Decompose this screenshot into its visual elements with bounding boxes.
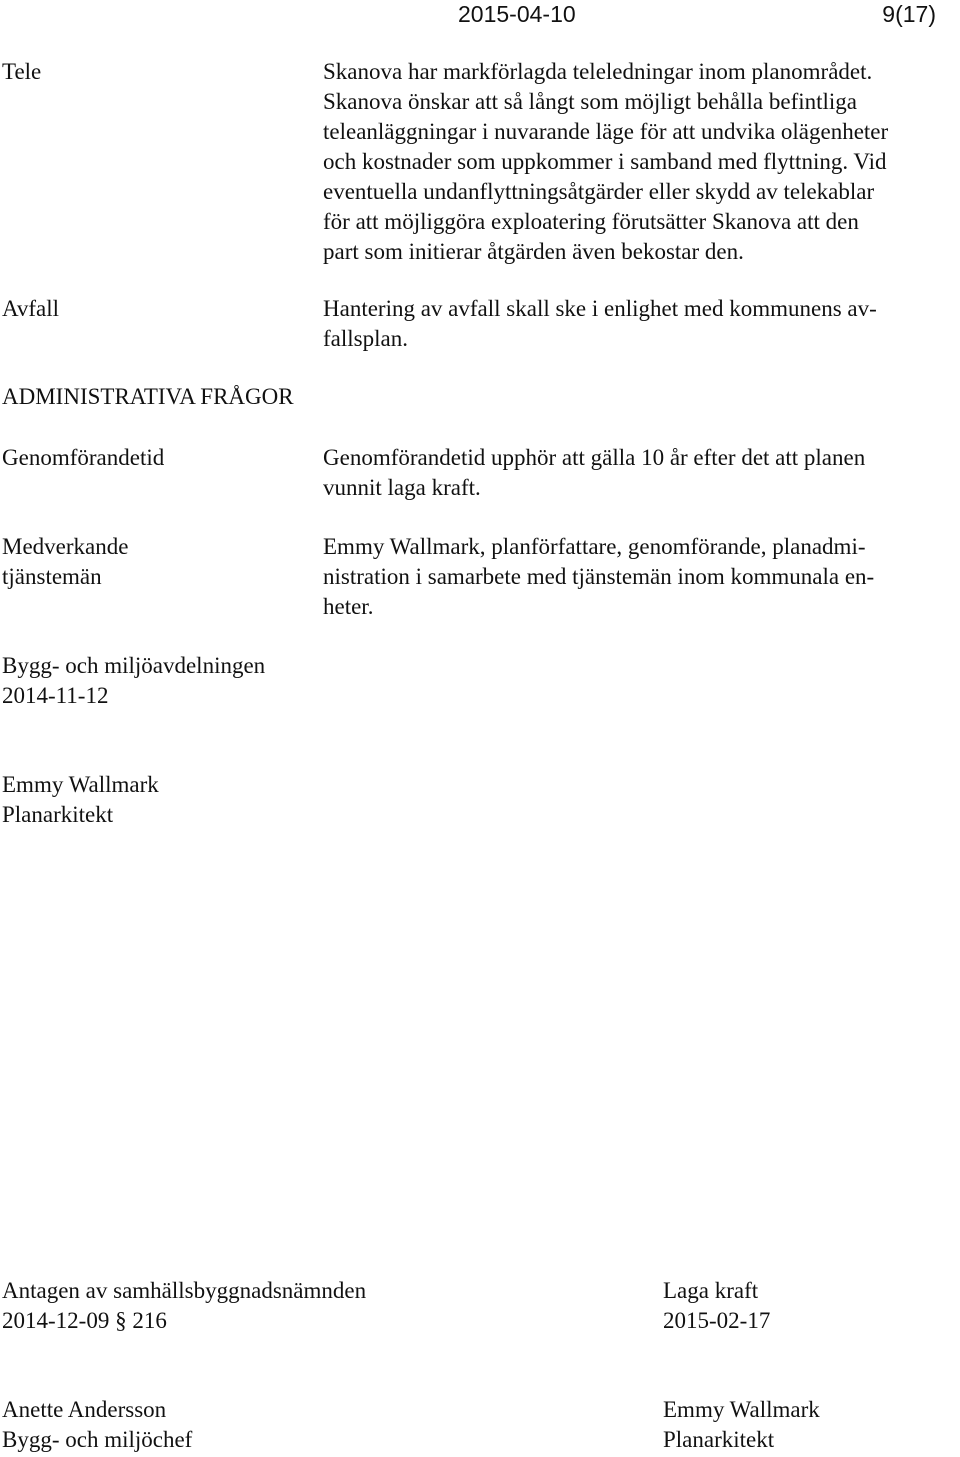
page-header [0, 0, 960, 28]
section-label-medverkande [2, 532, 302, 592]
signature-left [2, 1395, 602, 1455]
text-line: Skanova har markförlagda teleledningar inom planområdet. [323, 59, 873, 84]
signature-name: Anette Andersson [2, 1397, 167, 1422]
author-name: Emmy Wallmark [2, 772, 159, 797]
department-date: 2014-11-12 [2, 683, 109, 708]
adoption-label: Antagen av samhällsbyggnadsnämnden [2, 1278, 367, 1303]
legal-force-label: Laga kraft [663, 1278, 759, 1303]
signature-title: Bygg- och miljöchef [2, 1427, 193, 1452]
adoption-value: 2014-12-09 § 216 [2, 1308, 167, 1333]
section-label-tele: Tele [2, 59, 42, 84]
section-text-genomforandetid [323, 443, 938, 503]
text-line: och kostnader som uppkommer i samband med flyttning. Vid [323, 149, 887, 174]
label-line: tjänstemän [2, 564, 102, 589]
text-line: Emmy Wallmark, planförfattare, genomförande, planadmi- [323, 534, 866, 559]
author-block [2, 770, 159, 830]
text-line: eventuella undanflyttningsåtgärder eller skydd av telekablar [323, 179, 875, 204]
header-date: 2015-04-10 [458, 1, 576, 27]
label-line: Medverkande [2, 534, 129, 559]
adoption-right [663, 1276, 953, 1336]
text-line: Hantering av avfall skall ske i enlighet med kommunens av- [323, 296, 877, 321]
text-line: Skanova önskar att så långt som möjligt behålla befintliga [323, 89, 857, 114]
section-text-tele [323, 57, 938, 267]
department-name: Bygg- och miljöavdelningen [2, 653, 266, 678]
header-page-number: 9(17) [882, 1, 936, 27]
legal-force-value: 2015-02-17 [663, 1308, 771, 1333]
signature-title: Planarkitekt [663, 1427, 775, 1452]
signature-right [663, 1395, 953, 1455]
text-line: nistration i samarbete med tjänstemän inom kommunala en- [323, 564, 875, 589]
text-line: teleanläggningar i nuvarande läge för att undvika olägenheter [323, 119, 889, 144]
admin-heading: ADMINISTRATIVA FRÅGOR [2, 384, 294, 409]
section-label-genomforandetid: Genomförandetid [2, 445, 165, 470]
signature-name: Emmy Wallmark [663, 1397, 820, 1422]
department-block [2, 651, 265, 711]
section-text-medverkande [323, 532, 938, 622]
section-text-avfall [323, 294, 938, 354]
text-line: heter. [323, 594, 374, 619]
text-line: vunnit laga kraft. [323, 475, 481, 500]
adoption-left [2, 1276, 602, 1336]
section-label-avfall: Avfall [2, 296, 60, 321]
author-title: Planarkitekt [2, 802, 114, 827]
text-line: fallsplan. [323, 326, 408, 351]
text-line: Genomförandetid upphör att gälla 10 år efter det att planen [323, 445, 866, 470]
text-line: för att möjliggöra exploatering förutsätter Skanova att den [323, 209, 859, 234]
text-line: part som initierar åtgärden även bekostar den. [323, 239, 744, 264]
